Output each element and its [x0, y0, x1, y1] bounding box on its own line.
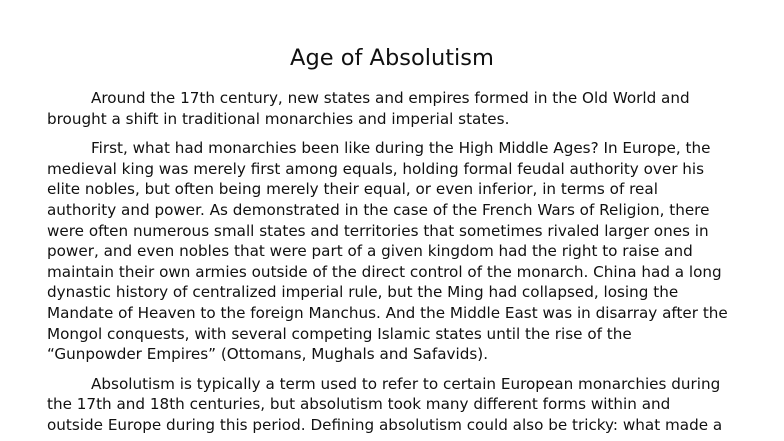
text-line: dynastic history of centralized imperial rule, but the Ming had collapsed, losing the	[47, 283, 679, 302]
text-line: elite nobles, but often being merely their equal, or even inferior, in terms of real	[47, 180, 658, 199]
paragraph-absolutism-definition	[47, 374, 747, 436]
document-title: Age of Absolutism	[290, 45, 494, 71]
text-line: authority and power. As demonstrated in the case of the French Wars of Religion, there	[47, 200, 710, 219]
text-line: power, and even nobles that were part of a given kingdom had the right to raise and	[47, 242, 693, 261]
document-body	[47, 88, 747, 441]
text-line: outside Europe during this period. Defining absolutism could also be tricky: what made a	[47, 415, 723, 434]
paragraph-high-middle-ages	[47, 138, 747, 365]
text-line: medieval king was merely first among equals, holding formal feudal authority over his	[47, 159, 705, 178]
text-line: Around the 17th century, new states and empires formed in the Old World and	[91, 89, 690, 107]
text-line: were often numerous small states and territories that sometimes rivaled larger ones in	[47, 221, 709, 240]
text-line: Mandate of Heaven to the foreign Manchus. And the Middle East was in disarray after the	[47, 303, 728, 322]
text-line: First, what had monarchies been like during the High Middle Ages? In Europe, the	[91, 139, 711, 158]
text-line: Mongol conquests, with several competing Islamic states until the rise of the	[47, 324, 632, 343]
paragraph-intro	[47, 88, 747, 129]
text-line: Absolutism is typically a term used to refer to certain European monarchies during	[91, 374, 721, 393]
text-line: “Gunpowder Empires” (Ottomans, Mughals and Safavids).	[47, 345, 489, 364]
text-line: brought a shift in traditional monarchies and imperial states.	[47, 109, 510, 128]
text-line: maintain their own armies outside of the direct control of the monarch. China had a long	[47, 262, 722, 281]
text-line: the 17th and 18th centuries, but absolutism took many different forms within and	[47, 395, 671, 414]
